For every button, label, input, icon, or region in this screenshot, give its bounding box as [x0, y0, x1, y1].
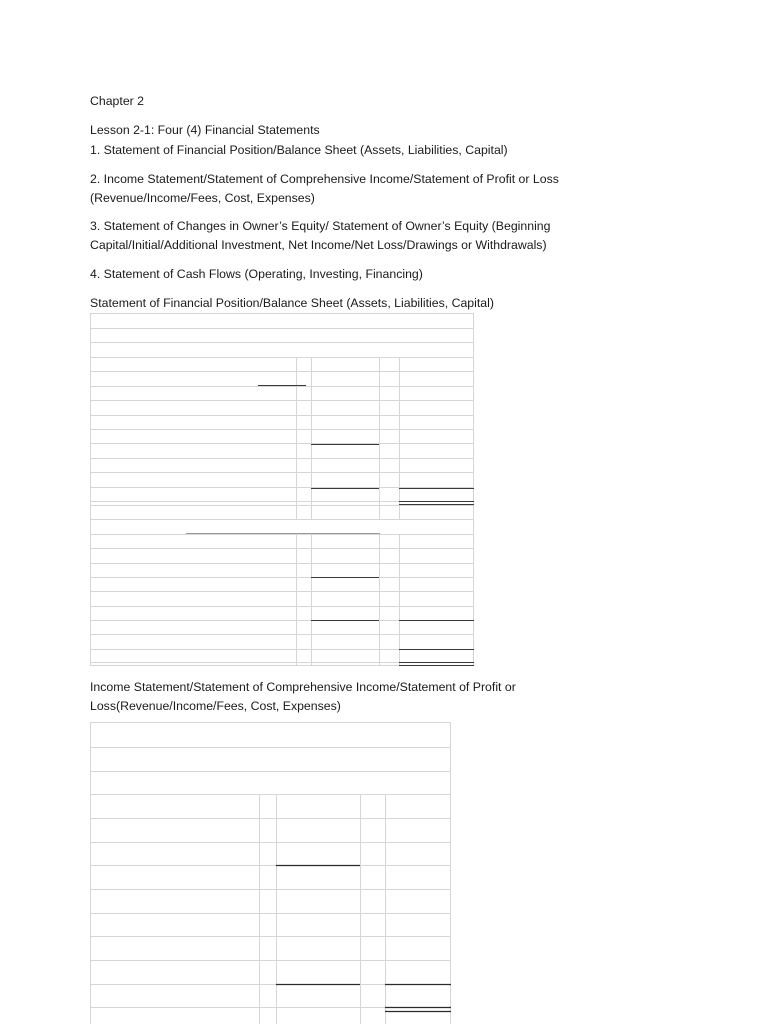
lesson-title: Lesson 2-1: Four (4) Financial Statements: [90, 123, 320, 137]
income-statement-heading: Income Statement/Statement of Comprehensive Income/Statement of Profit or Loss(Revenue/Income/Fees, Cost, Expenses): [90, 680, 516, 713]
list-item-2: 2. Income Statement/Statement of Comprehensive Income/Statement of Profit or Loss (Revenue/Income/Fees, Cost, Expenses): [90, 172, 559, 205]
income-statement-grid: [90, 722, 454, 1024]
list-item-4: 4. Statement of Cash Flows (Operating, Investing, Financing): [90, 267, 423, 281]
list-item-1: 1. Statement of Financial Position/Balance Sheet (Assets, Liabilities, Capital): [90, 143, 508, 157]
balance-sheet-grid: [90, 313, 476, 669]
list-item-3: 3. Statement of Changes in Owner’s Equity/ Statement of Owner’s Equity (Beginning Capital/Initial/Additional Investment, Net Income/Net Loss/Drawings or Withdrawals): [90, 219, 551, 252]
chapter-heading: Chapter 2: [90, 94, 145, 108]
balance-sheet-heading: Statement of Financial Position/Balance Sheet (Assets, Liabilities, Capital): [90, 296, 494, 310]
